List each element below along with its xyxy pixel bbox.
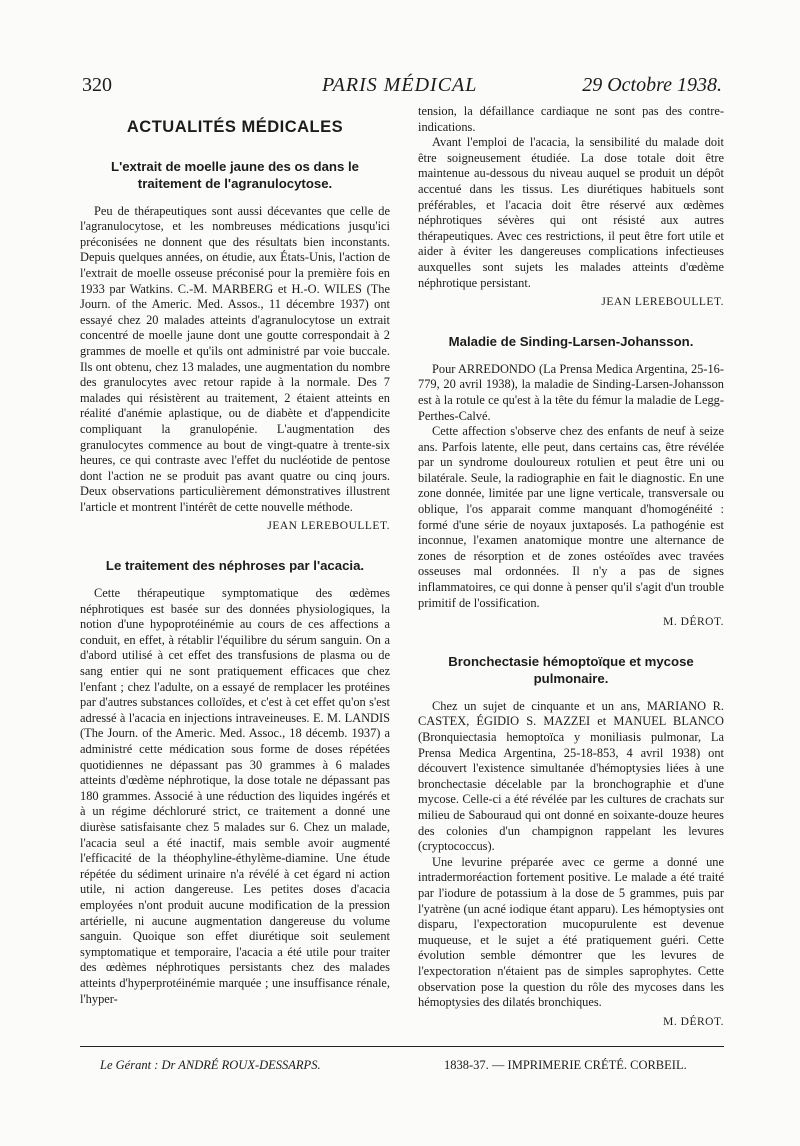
left-column [80, 104, 390, 1007]
article-body-sinding-para2: Cette affection s'observe chez des enfants de neuf à seize ans. Parfois latente, elle peut, dans certains cas, être révélée par un syndrome douloureux rotulien et peut être uni ou bilatérale. Seule, la radiographie en fait le diagnostic. En une zone donnée, limitée par une ligne verticale, transversale ou oblique, l'os apparait comme manquant d'homogénéité : formé d'une série de noyaux juxtaposés. La pathogénie est inconnue, l'examen anatomique montre une alternance de zones de résorption et de zones ostéoïdes avec travées osseuses mal ordonnées. Il n'y a pas de signes inflammatoires, ce qui donne à penser qu'il s'agit d'un trouble primitif de l'ossification. [418, 424, 724, 610]
running-header [82, 74, 722, 98]
article-body-acacia-part2: tension, la défaillance cardiaque ne sont pas des contre-indications. [418, 104, 724, 134]
article-title-bronchectasie: Bronchectasie hémoptoïque et mycose pulmonaire. [448, 653, 694, 686]
page-number: 320 [82, 74, 112, 96]
journal-title: PARIS MÉDICAL [322, 74, 478, 96]
article-title-sinding: Maladie de Sinding-Larsen-Johansson. [448, 333, 694, 349]
article-body-bronchectasie-para1: Chez un sujet de cinquante et un ans, MARIANO R. CASTEX, ÉGIDIO S. MAZZEI et MANUEL BLANCO (Bronquiectasia hemoptoïca y moniliasis pulmonar, La Prensa Medica Argentina, 25-18-853, 4 avril 1938) ont découvert l'existence simultanée d'hémoptysies liées à une bronchectasie décelable par la bronchographie et d'une mycose. Celle-ci a été révélée par les cultures de crachats sur milieu de Sabouraud qui ont donné en soixante-douze heures des colonies d'un champignon rappelant les levures (cryptococcus). [418, 698, 724, 854]
issue-date: 29 Octobre 1938. [582, 74, 722, 96]
article-body-moelle: Peu de thérapeutiques sont aussi décevantes que celle de l'agranulocytose, et les nombreuses médications jusqu'ici préconisées ne donnent que des résultats bien inconstants. Depuis quelques années, on étudie, aux États-Unis, l'action de l'extrait de moelle osseuse préconisé pour la première fois en 1933 par Watkins. C.-M. MARBERG et H.-O. WILES (The Journ. of the Americ. Med. Assos., 11 décembre 1937) ont essayé chez 20 malades atteints d'agranulocytose un extrait concentré de moelle jaune dont une goutte correspondait à 2 grammes de moelle et qu'ils ont administré par voie buccale. Ils ont obtenu, chez 13 malades, une augmentation du nombre des granulocytes avec retour rapide à la normale. Des 7 malades qui résistèrent au traitement, 2 étaient atteints en réalité d'anémie aplastique, ou de diabète et d'appendicite compliquant la granulopénie. L'augmentation des granulocytes commence au bout de vingt-quatre à trente-six heures, ce qui contraste avec l'effet du nucléotide de pentose dont l'action ne se produit pas avant quatre ou cinq jours. Deux observations particulièrement démonstratives illustrent l'article et montrent l'intérêt de cette nouvelle méthode. [80, 203, 390, 514]
signature-derot-1: M. DÉROT. [663, 616, 724, 629]
footer-manager: Le Gérant : Dr ANDRÉ ROUX-DESSARPS. [100, 1058, 321, 1072]
footer-printer: 1838-37. — IMPRIMERIE CRÉTÉ. CORBEIL. [444, 1058, 687, 1072]
signature-derot-2: M. DÉROT. [663, 1015, 724, 1028]
article-title-moelle: L'extrait de moelle jaune des os dans le traitement de l'agranulocytose. [111, 158, 359, 191]
article-body-bronchectasie-para2: Une levurine préparée avec ce germe a donné une intradermoréaction fortement positive. Le malade a été traité par l'iodure de potassium à la dose de 5 grammes, puis par l'yatrène (un acné iodique étant apparu). Les hémoptysies ont disparu, l'expectoration mucopurulente est devenue muqueuse, et le sujet a été pratiquement guéri. Cette évolution semble démontrer que les levures de l'expectoration n'étaient pas de simples saprophytes. Cette observation pose la question du rôle des mycoses dans les hémoptysies des dilatés bronchiques. [418, 854, 724, 1010]
article-body-acacia-para2: Avant l'emploi de l'acacia, la sensibilité du malade doit être soigneusement étudiée. La dose totale doit être maintenue au-dessous du niveau auquel se produit un dépôt accentué dans les tissus. Les diurétiques habituels sont préférables, et l'acacia doit être réservé aux œdèmes néphrotiques sévères qui ont résisté aux autres thérapeutiques. Avec ces restrictions, il peut être fort utile et aider à éviter les dangereuses complications infectieuses auxquelles sont sujets les malades atteints d'œdème néphrotique persistant. [418, 135, 724, 290]
article-title-acacia: Le traitement des néphroses par l'acacia. [105, 558, 365, 574]
section-title: ACTUALITÉS MÉDICALES [126, 118, 344, 136]
article-body-sinding-para1: Pour ARREDONDO (La Prensa Medica Argentina, 25-16-779, 20 avril 1938), la maladie de Sinding-Larsen-Johansson est à la rotule ce qu'est à la tête du fémur la maladie de Legg-Perthes-Calvé. [418, 361, 724, 423]
signature-lereboullet-1: JEAN LEREBOULLET. [267, 520, 390, 533]
right-column [418, 104, 724, 1030]
footer-rule [80, 1046, 724, 1047]
signature-lereboullet-2: JEAN LEREBOULLET. [601, 296, 724, 309]
article-body-acacia-part1: Cette thérapeutique symptomatique des œdèmes néphrotiques est basée sur des données physiologiques, la notion d'une hypoprotéinémie au cours de ces affections a conduit, en effet, à rétablir l'équilibre du sérum sanguin. On a d'abord utilisé à cet effet des transfusions de plasma ou de sang entier qui ne sont pratiquement efficaces que chez l'enfant ; chez l'adulte, on a essayé de remplacer les protéines par d'autres substances colloïdes, et c'est à cet effet qu'on s'est adressé à l'acacia en injections intraveineuses. E. M. LANDIS (The Journ. of the Americ. Med. Assoc., 18 décemb. 1937) a administré cette médication sous forme de doses répétées quotidiennes ne dépassant pas 30 grammes à 6 malades atteints d'œdème néphrotique, la dose totale ne dépassant pas 180 grammes. Associé à une réduction des liquides ingérés et à un régime déchloruré strict, ce traitement a donné une diurèse satisfaisante chez 5 malades sur 6. Chez un malade, l'acacia seul a été inactif, mais semble avoir augmenté l'efficacité de la théophyline-éthylème-diamine. Une étude répétée du sédiment urinaire n'a révélé à cet égard ni action utile, ni action dangereuse. Les petites doses d'acacia employées n'ont produit aucune modification de la pression artérielle, ni aucune augmentation dangereuse du volume sanguin. Quoique son effet diurétique soit seulement symptomatique et temporaire, l'acacia a été utile pour traiter des œdèmes néphrotiques persistants chez des malades atteints d'hyperprotéinémie marquée ; une insuffisance rénale, l'hyper- [80, 586, 390, 1006]
